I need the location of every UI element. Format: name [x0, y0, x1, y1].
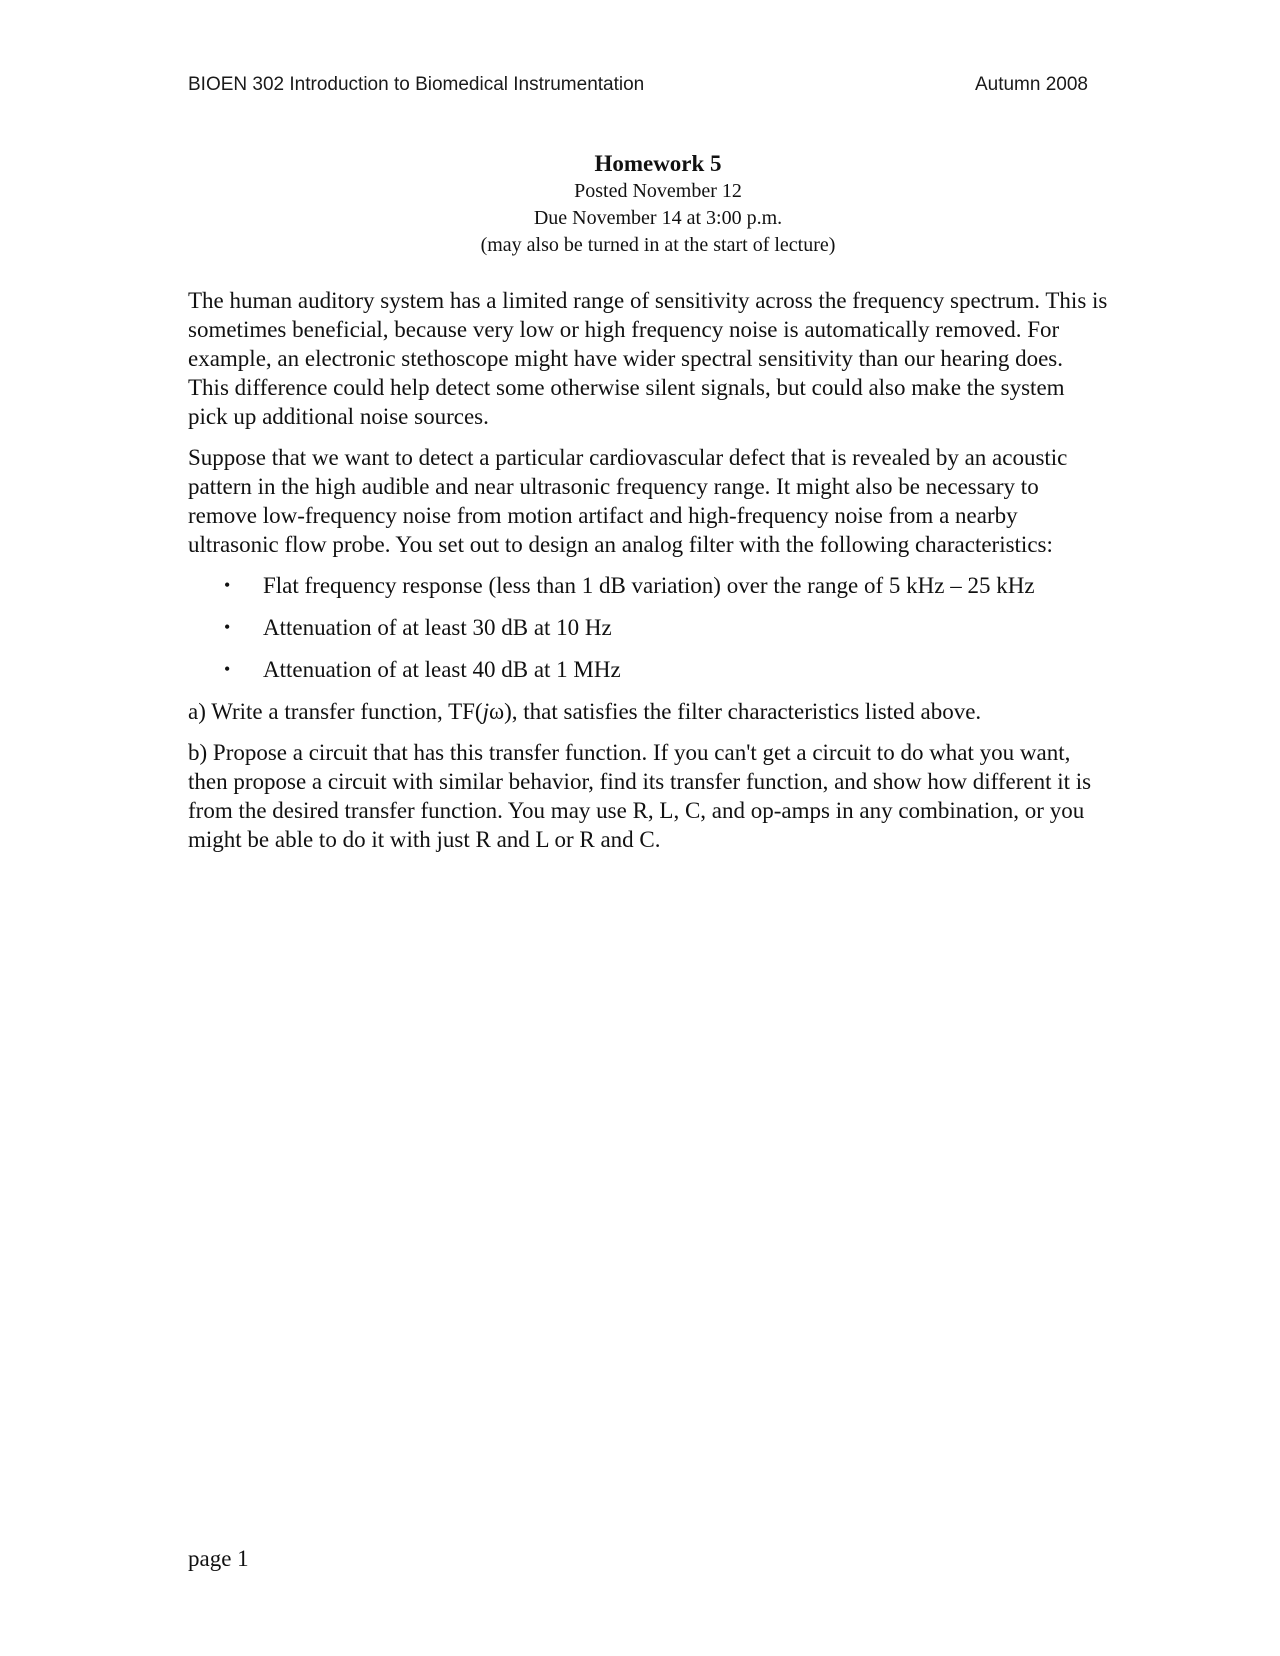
requirement-text: Flat frequency response (less than 1 dB variation) over the range of 5 kHz – 25 kHz	[263, 573, 1035, 598]
term-label: Autumn 2008	[974, 74, 1088, 95]
requirement-text: Attenuation of at least 30 dB at 10 Hz	[263, 615, 612, 640]
requirements-list	[188, 571, 1108, 684]
due-date: Due November 14 at 3:00 p.m.	[533, 207, 783, 229]
bullet-icon: •	[224, 617, 231, 637]
question-b: b) Propose a circuit that has this transfer function. If you can't get a circuit to do what you want, then propose a circuit with similar behavior, find its transfer function, and show how different it is from the desired transfer function. You may use R, L, C, and op-amps in any combination, or you might be able to do it with just R and L or R and C.	[188, 740, 1092, 852]
submission-note: (may also be turned in at the start of lecture)	[480, 234, 836, 256]
homework-title: Homework 5	[594, 151, 722, 176]
title-block	[188, 150, 1128, 259]
list-item	[188, 613, 1108, 642]
question-a-italic: j	[482, 699, 489, 724]
problem-paragraph: Suppose that we want to detect a particular cardiovascular defect that is revealed by an acoustic pattern in the high audible and near ultrasonic frequency range. It might also be necessary to remove low-frequency noise from motion artifact and high-frequency noise from a nearby ultrasonic flow probe. You set out to design an analog filter with the following characteristics:	[188, 445, 1068, 557]
bullet-icon: •	[224, 659, 231, 679]
course-title: BIOEN 302 Introduction to Biomedical Instrumentation	[188, 74, 645, 95]
posted-date: Posted November 12	[574, 180, 742, 202]
question-a-suffix: ω), that satisfies the filter characteristics listed above.	[488, 699, 982, 724]
list-item	[188, 571, 1108, 600]
list-item	[188, 655, 1108, 684]
bullet-icon: •	[224, 575, 231, 595]
question-a	[188, 697, 1108, 726]
requirement-text: Attenuation of at least 40 dB at 1 MHz	[263, 657, 621, 682]
page-number: page 1	[188, 1546, 249, 1571]
question-a-prefix: a) Write a transfer function, TF(	[188, 699, 483, 724]
document-body	[188, 286, 1108, 866]
intro-paragraph: The human auditory system has a limited range of sensitivity across the frequency spectrum. This is sometimes beneficial, because very low or high frequency noise is automatically removed. For example, an electronic stethoscope might have wider spectral sensitivity than our hearing does. This difference could help detect some otherwise silent signals, but could also make the system pick up additional noise sources.	[188, 288, 1108, 429]
